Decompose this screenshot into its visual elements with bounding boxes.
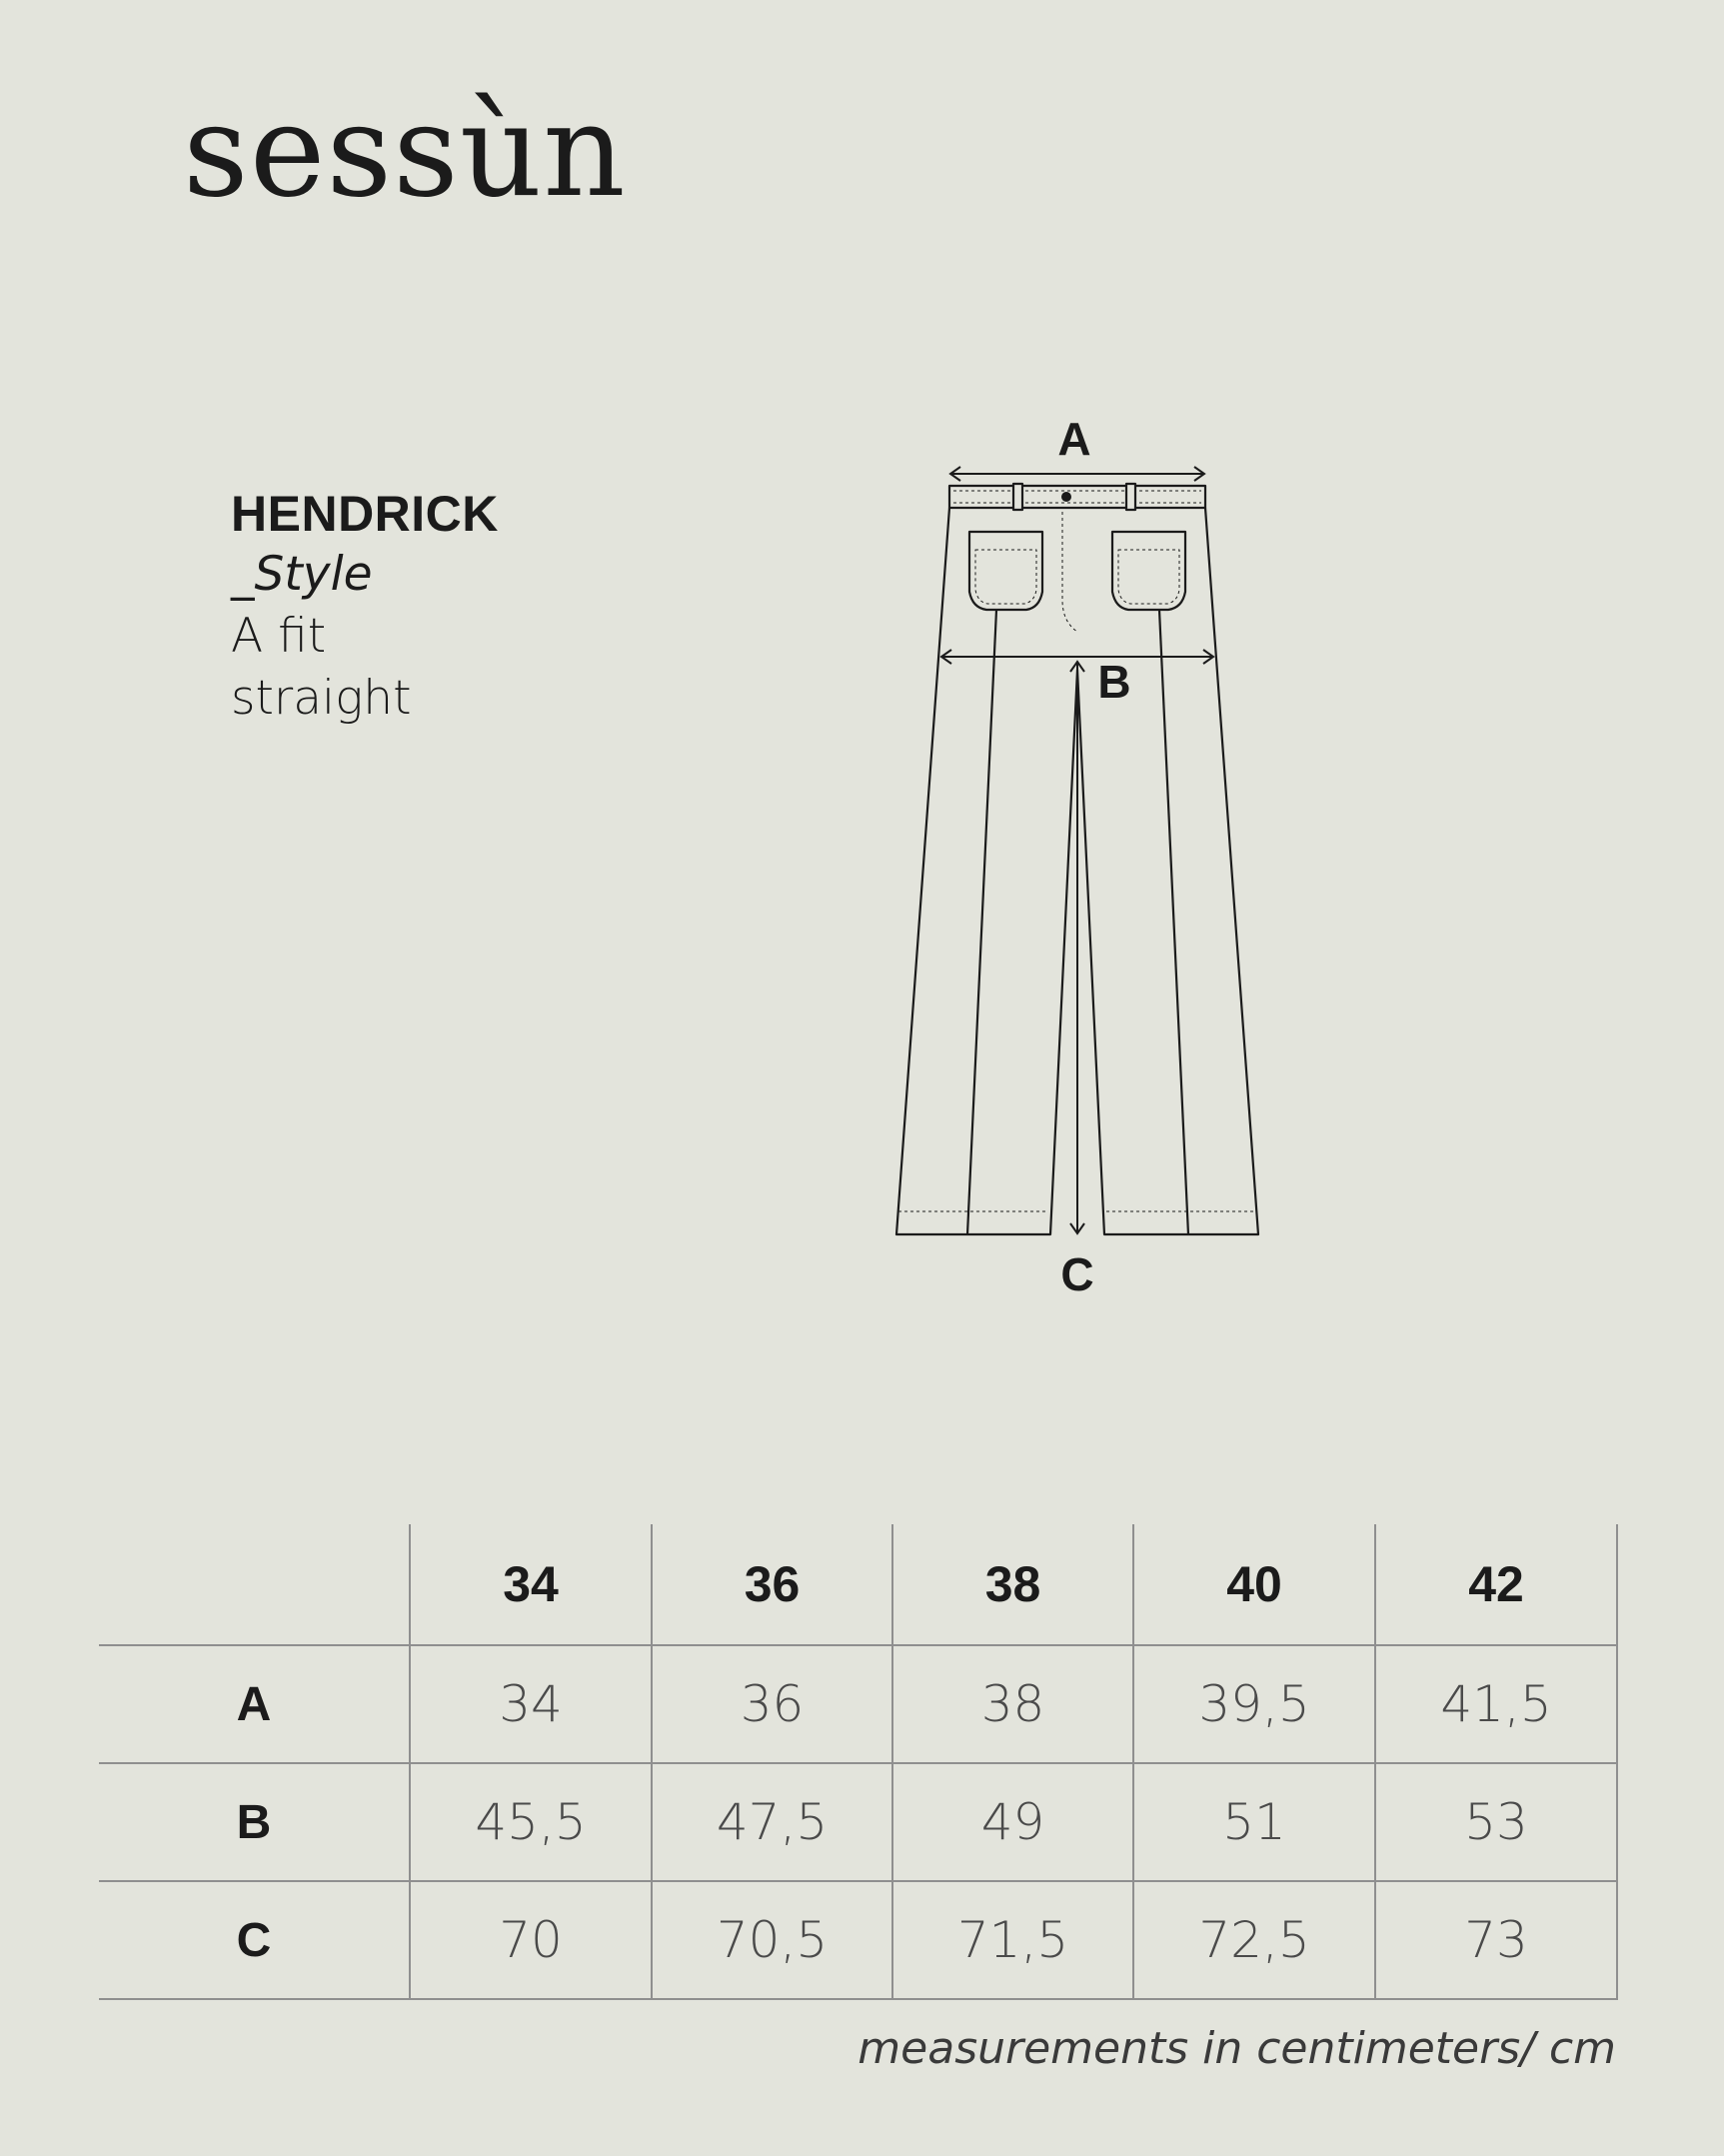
table-cell: 47,5 bbox=[652, 1763, 892, 1881]
row-label: B bbox=[99, 1763, 410, 1881]
table-cell: 36 bbox=[652, 1645, 892, 1763]
table-cell: 41,5 bbox=[1375, 1645, 1617, 1763]
style-label: _Style bbox=[231, 547, 373, 602]
table-cell: 53 bbox=[1375, 1763, 1617, 1881]
waistband bbox=[949, 486, 1205, 508]
table-row bbox=[99, 1881, 1617, 1999]
table-cell: 70,5 bbox=[652, 1881, 892, 1999]
belt-loop bbox=[1013, 484, 1022, 510]
table-cell: 38 bbox=[892, 1645, 1133, 1763]
style-fit: A fit bbox=[231, 609, 327, 664]
size-chart-table bbox=[99, 1524, 1618, 2000]
table-header-row bbox=[99, 1524, 1617, 1645]
table-cell: 45,5 bbox=[410, 1763, 652, 1881]
table-cell: 73 bbox=[1375, 1881, 1617, 1999]
button bbox=[1061, 492, 1071, 502]
size-header: 34 bbox=[410, 1524, 652, 1645]
style-info bbox=[231, 484, 499, 730]
table-cell: 70 bbox=[410, 1881, 652, 1999]
pocket-right bbox=[1112, 532, 1185, 610]
table-cell: 39,5 bbox=[1133, 1645, 1375, 1763]
table-row bbox=[99, 1763, 1617, 1881]
row-label: C bbox=[99, 1881, 410, 1999]
belt-loop bbox=[1126, 484, 1135, 510]
row-label: A bbox=[99, 1645, 410, 1763]
label-a: A bbox=[1057, 413, 1091, 465]
size-header: 38 bbox=[892, 1524, 1133, 1645]
table-cell: 34 bbox=[410, 1645, 652, 1763]
table-cell: 49 bbox=[892, 1763, 1133, 1881]
size-header: 36 bbox=[652, 1524, 892, 1645]
brand-logo: sessùn bbox=[183, 77, 627, 226]
table-cell: 51 bbox=[1133, 1763, 1375, 1881]
trousers-diagram bbox=[850, 400, 1309, 1319]
units-footnote: measurements in centimeters/ cm bbox=[858, 2023, 1616, 2074]
size-header: 42 bbox=[1375, 1524, 1617, 1645]
table-row bbox=[99, 1645, 1617, 1763]
table-cell: 72,5 bbox=[1133, 1881, 1375, 1999]
crease-left bbox=[967, 610, 996, 1234]
table-cell: 71,5 bbox=[892, 1881, 1133, 1999]
label-c: C bbox=[1060, 1248, 1094, 1300]
style-cut: straight bbox=[231, 671, 412, 726]
label-b: B bbox=[1097, 656, 1131, 708]
size-header: 40 bbox=[1133, 1524, 1375, 1645]
style-name: HENDRICK bbox=[231, 486, 499, 542]
crease-right bbox=[1159, 610, 1188, 1234]
table-corner bbox=[99, 1524, 410, 1645]
pocket-left bbox=[969, 532, 1042, 610]
